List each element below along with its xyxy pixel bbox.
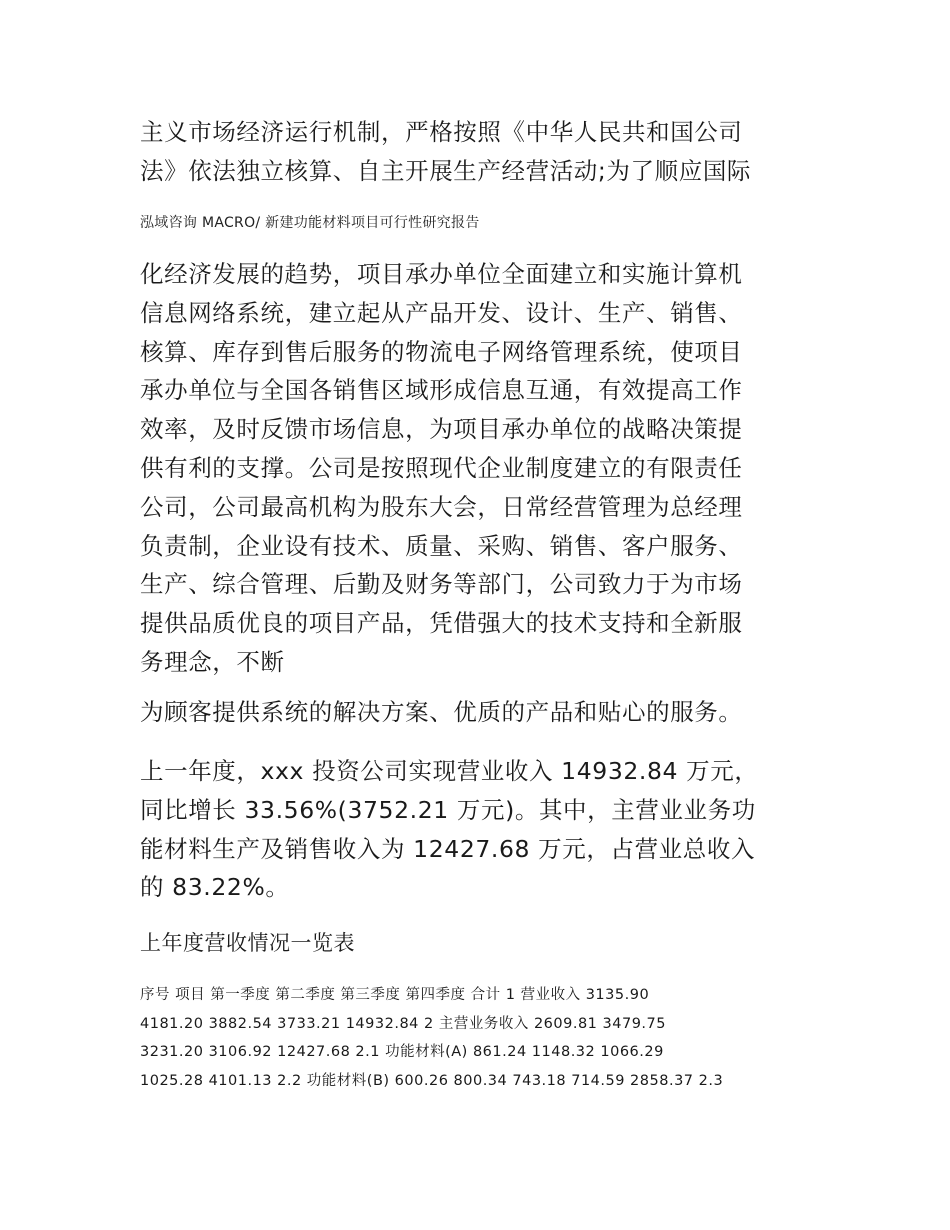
table-line: 1025.28 4101.13 2.2 功能材料(B) 600.26 800.34 743.18 714.59 2858.37 2.3 xyxy=(140,1073,724,1090)
text-line: 同比增长 33.56%(3752.21 万元)。其中，主营业业务功 xyxy=(140,795,756,824)
revenue-table-text xyxy=(140,981,723,1096)
text-line: 化经济发展的趋势，项目承办单位全面建立和实施计算机 xyxy=(140,260,743,288)
text-line: 的 83.22%。 xyxy=(140,873,290,902)
text-line: 公司，公司最高机构为股东大会，日常经营管理为总经理 xyxy=(140,492,743,521)
text-line: 生产、综合管理、后勤及财务等部门，公司致力于为市场 xyxy=(140,570,743,599)
text-line: 效率，及时反馈市场信息，为项目承办单位的战略决策提 xyxy=(140,415,743,444)
table-title: 上年度营收情况一览表 xyxy=(140,931,355,955)
table-line: 4181.20 3882.54 3733.21 14932.84 2 主营业务收入 2609.81 3479.75 xyxy=(140,1015,666,1032)
text-line: 承办单位与全国各销售区域形成信息互通，有效提高工作 xyxy=(140,376,743,405)
running-header: 泓域咨询 MACRO/ 新建功能材料项目可行性研究报告 xyxy=(140,215,480,231)
intro-paragraph xyxy=(140,113,812,191)
text-line: 信息网络系统，建立起从产品开发、设计、生产、销售、 xyxy=(140,298,743,327)
text-line: 为顾客提供系统的解决方案、优质的产品和贴心的服务。 xyxy=(140,698,743,726)
text-line: 上一年度，xxx 投资公司实现营业收入 14932.84 万元， xyxy=(140,757,759,785)
text-line: 能材料生产及销售收入为 12427.68 万元，占营业总收入 xyxy=(140,834,756,863)
service-paragraph xyxy=(140,693,812,732)
text-line: 负责制，企业设有技术、质量、采购、销售、客户服务、 xyxy=(140,531,743,560)
text-line: 法》依法独立核算、自主开展生产经营活动;为了顺应国际 xyxy=(140,156,752,185)
text-line: 供有利的支撑。公司是按照现代企业制度建立的有限责任 xyxy=(140,453,743,482)
body-paragraph xyxy=(140,255,812,682)
text-line: 核算、库存到售后服务的物流电子网络管理系统，使项目 xyxy=(140,337,743,366)
revenue-paragraph xyxy=(140,752,812,907)
text-line: 主义市场经济运行机制，严格按照《中华人民共和国公司 xyxy=(140,118,743,146)
table-line: 3231.20 3106.92 12427.68 2.1 功能材料(A) 861.24 1148.32 1066.29 xyxy=(140,1044,664,1061)
text-line: 提供品质优良的项目产品，凭借强大的技术支持和全新服 xyxy=(140,609,743,638)
table-line: 序号 项目 第一季度 第二季度 第三季度 第四季度 合计 1 营业收入 3135.90 xyxy=(140,987,650,1003)
text-line: 务理念，不断 xyxy=(140,647,285,676)
